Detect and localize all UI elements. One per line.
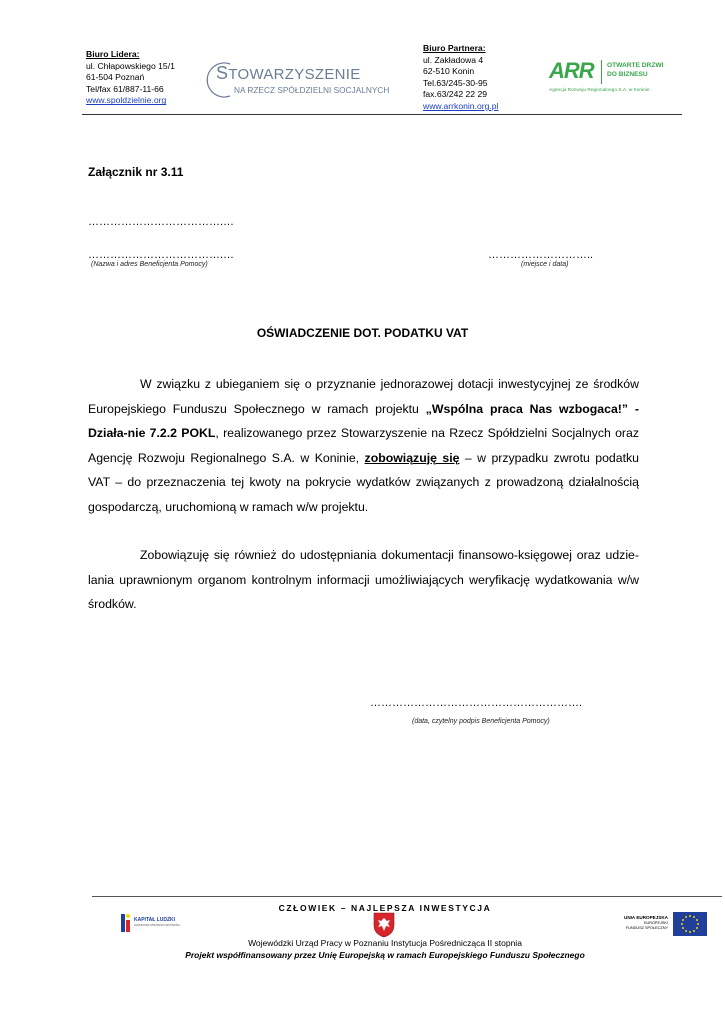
leader-phone-line: Tel/fax 61/887-11-66: [86, 83, 164, 94]
footer-cofinancing-line: Projekt współfinansowany przez Unię Europejską w ramach Europejskiego Funduszu Społecznego: [185, 950, 585, 960]
leader-address-line: ul. Chłapowskiego 15/1: [86, 60, 175, 71]
eu-logo-sub-1: EUROPEJSKI: [643, 921, 668, 925]
eu-logo-title: UNIA EUROPEJSKA: [624, 915, 668, 920]
kapital-ludzki-icon: [120, 912, 132, 934]
arr-logo: [549, 58, 669, 100]
name-dots-line-2: ……………………………….…: [88, 249, 235, 261]
partner-website-link[interactable]: www.arrkonin.org.pl: [423, 100, 499, 111]
leader-website-link[interactable]: www.spoldzielnie.org: [86, 95, 167, 106]
header-divider: [82, 114, 682, 115]
document-title: OŚWIADCZENIE DOT. PODATKU VAT: [256, 326, 469, 340]
leader-office-block: [86, 49, 175, 107]
leader-city-line: 61-504 Poznań: [86, 72, 145, 83]
footer-slogan: CZŁOWIEK – NAJLEPSZA INWESTYCJA: [278, 903, 492, 913]
signature-dots-line: ………………………………………………….: [370, 697, 583, 709]
name-caption: (Nazwa i adres Beneficjenta Pomocy): [91, 261, 208, 268]
arr-logo-mark: ARR: [549, 58, 594, 83]
partner-office-title: Biuro Partnera:: [423, 43, 486, 53]
eu-logo: [612, 912, 708, 938]
arr-logo-divider: [601, 60, 602, 84]
partner-phone-line: Tel.63/245-30-95: [423, 77, 488, 88]
place-caption: (miejsce i data): [521, 261, 569, 268]
kapital-ludzki-logo: [120, 912, 180, 936]
project-name: „Wspólna praca Nas wzbogaca!” - Działa-nie 7.2.2 POKL: [88, 401, 639, 440]
partner-address-line: ul. Zakładowa 4: [423, 54, 484, 65]
name-dots-line-1: ……………………………….…: [88, 216, 235, 228]
partner-fax-line: fax.63/242 22 29: [423, 89, 488, 100]
signature-caption: (data, czytelny podpis Beneficjenta Pomocy): [412, 718, 550, 725]
stowarzyszenie-logo: [204, 60, 389, 102]
partner-city-line: 62-510 Konin: [423, 66, 475, 77]
kapital-ludzki-text: KAPITAŁ LUDZKI: [134, 917, 176, 923]
stowarzyszenie-logo-name: STOWARZYSZENIE: [216, 63, 361, 83]
arr-logo-tagline: OTWARTE DRZWI DO BIZNESU: [607, 62, 664, 78]
annex-number: Załącznik nr 3.11: [88, 165, 184, 179]
arr-logo-subtitle: Agencja Rozwoju Regionalnego S.A. w Koninie: [549, 88, 650, 93]
eu-logo-sub-2: FUNDUSZ SPOŁECZNY: [625, 926, 668, 930]
kapital-ludzki-subtext: NARODOWA STRATEGIA SPÓJNOŚCI: [134, 924, 181, 927]
footer-divider: [92, 896, 722, 897]
leader-office-title: Biuro Lidera:: [86, 49, 140, 59]
footer-institution-line: Wojewódzki Urząd Pracy w Poznaniu Instytucja Pośrednicząca II stopnia: [248, 938, 522, 948]
paragraph-vat-commitment: W związku z ubieganiem się o przyznanie jednorazowej dotacji inwestycyjnej ze środków Europejskiego Funduszu Społecznego w ramach projektu „Wspólna praca Nas wzbogaca!” - Działa-nie 7.2.2 POKL, realizowanego przez Stowarzyszenie na Rzecz Spółdzielni Socjalnych oraz Agencję Rozwoju Regionalnego S.A. w Koninie, zobowiązuję się – w przypadku zwrotu podatku VAT – do przeznaczenia tej kwoty na pokrycie wydatków związanych z prowadzoną działalnością gospodarczą, uruchomioną w ramach w/w projektu.: [88, 377, 639, 514]
partner-office-block: [423, 43, 498, 113]
paragraph-documentation-commitment: Zobowiązuję się również do udostępniania dokumentacji finansowo-księgowej oraz udzie-lania uprawnionym organom kontrolnym informacji umożliwiających weryfikację wydatkowania w/w środków.: [88, 548, 639, 611]
eu-flag-icon: [673, 912, 707, 936]
coat-of-arms-icon: [373, 912, 395, 938]
stowarzyszenie-logo-subtitle: NA RZECZ SPÓŁDZIELNI SOCJALNYCH: [234, 85, 390, 95]
commitment-phrase: zobowiązuję się: [364, 450, 460, 465]
place-dots-line: ………………………..: [488, 249, 594, 261]
